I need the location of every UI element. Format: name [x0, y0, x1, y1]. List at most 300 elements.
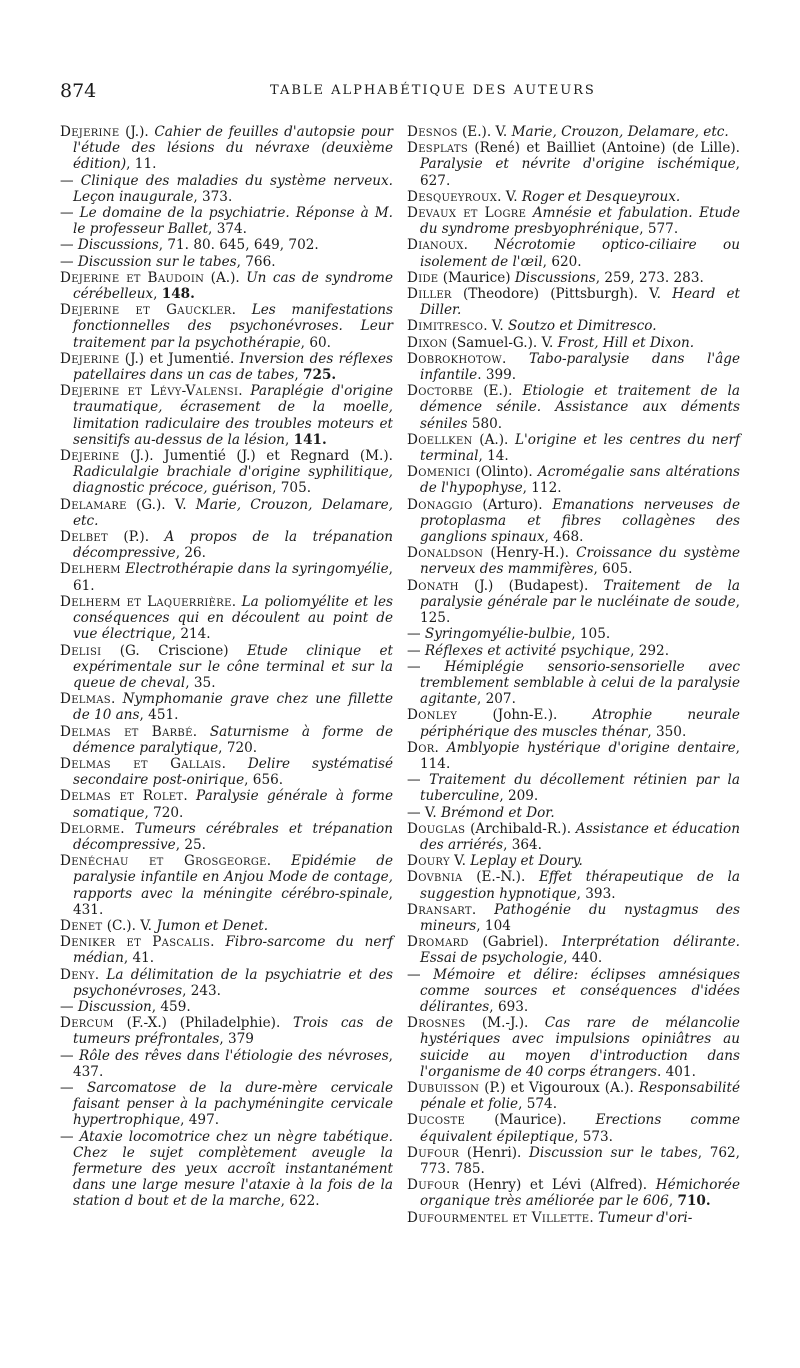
entry-title: Tabo-paralysie dans l'âge infantile — [420, 350, 740, 384]
entry-title: Responsabilité pénale et folie — [420, 1079, 740, 1113]
entry-author: Dide — [407, 269, 439, 286]
entry-author: Dufour — [407, 1144, 460, 1161]
entry-author: Doctorbe — [407, 383, 474, 400]
entry-page-ref: , 573. — [574, 1128, 613, 1145]
entry-title: Etude clinique et expérimentale sur le cône terminal et sur la queue de cheval — [73, 642, 394, 691]
entry-author: Delbet — [60, 529, 108, 546]
entry-detail: . V. — [497, 188, 522, 205]
entry-page-ref: , 35. — [185, 674, 216, 691]
index-columns — [60, 124, 740, 1226]
entry-title: La délimitation de la psychiatrie et des psychonévroses — [73, 966, 393, 999]
entry-page-ref: , 468. — [544, 529, 584, 546]
entry-page-ref: , 373. — [193, 188, 233, 205]
entry-author: Doellken — [407, 431, 473, 448]
entry-author: Desplats — [407, 140, 469, 157]
entry-title: Fibro-sarcome du nerf médian — [73, 934, 393, 967]
entry-author: Donley — [407, 707, 458, 724]
entry-author: Delisi — [60, 642, 102, 659]
index-entry — [60, 237, 393, 253]
index-entry — [407, 821, 740, 853]
index-entry — [407, 205, 740, 237]
entry-author: Delmas — [60, 691, 111, 708]
entry-title: Etiologie et traitement de la démence sénile. Assistance aux déments séniles — [420, 383, 740, 432]
page-header — [60, 80, 740, 104]
index-entry — [407, 1145, 740, 1177]
entry-detail: . — [183, 788, 197, 805]
index-entry — [407, 124, 740, 140]
index-entry — [60, 821, 393, 853]
entry-page-ref: , 14. — [478, 448, 509, 465]
entry-dash: — — [407, 642, 425, 659]
entry-dash: — — [60, 998, 78, 1015]
entry-detail: (P.) et Vigouroux (A.). — [479, 1079, 639, 1096]
entry-detail: . — [110, 691, 123, 708]
entry-title: Assistance et éducation des arriérés — [420, 820, 740, 853]
entry-page-ref: , 705. — [272, 480, 312, 497]
entry-detail: . — [221, 755, 248, 772]
entry-detail: (E.-N.). — [462, 869, 539, 886]
entry-author: Delherm et Laquerrière — [60, 593, 232, 610]
index-entry — [407, 237, 740, 269]
entry-page-ref: , 605. — [593, 561, 633, 578]
entry-page-ref: , 766. — [236, 253, 276, 270]
entry-title: Jumon et Denet. — [156, 917, 269, 934]
entry-detail: (Olinto). — [470, 464, 538, 481]
entry-page-ref: , 41. — [123, 950, 155, 967]
entry-page-ref: . 401. — [656, 1063, 696, 1080]
entry-author: Delmas et Rolet — [60, 788, 184, 805]
index-entry — [60, 1129, 393, 1210]
index-entry — [60, 1080, 393, 1129]
entry-detail: (Arturo). — [472, 496, 553, 513]
index-entry — [60, 918, 393, 934]
index-entry — [60, 173, 393, 205]
entry-title: Nymphomanie grave chez une fillette de 10 ans — [73, 691, 393, 724]
entry-page-ref: , 393. — [576, 885, 616, 902]
entry-author: Desqueyroux — [407, 188, 498, 205]
entry-title: Le domaine de la psychiatrie. Réponse à M. le professeur Ballet — [73, 205, 393, 238]
entry-title: Acromégalie sans altérations de l'hypophyse — [420, 464, 740, 497]
entry-detail: V. — [424, 804, 442, 821]
entry-detail: (A.). — [204, 269, 247, 286]
entry-page-ref: , 112. — [522, 480, 562, 497]
index-entry — [407, 140, 740, 189]
index-entry — [407, 659, 740, 708]
entry-page-ref: , 574. — [518, 1096, 558, 1113]
entry-page-ref: , — [668, 1193, 678, 1210]
entry-detail: . — [471, 901, 495, 918]
entry-detail: . — [502, 350, 529, 367]
index-entry — [60, 254, 393, 270]
index-entry — [60, 529, 393, 561]
entry-detail: (E.). V. — [457, 124, 512, 140]
entry-page-ref: , 25. — [175, 836, 206, 853]
entry-page-ref: , 214. — [171, 626, 211, 643]
entry-author: Diller — [407, 286, 452, 303]
entry-page-ref: , 105. — [571, 626, 611, 643]
entry-page-ref: . 399. — [477, 367, 517, 384]
index-entry — [60, 594, 393, 643]
entry-detail: . — [120, 820, 135, 837]
entry-author: Desnos — [407, 124, 458, 140]
entry-page-ref: , 243. — [182, 982, 221, 999]
page-number: 874 — [60, 80, 97, 102]
entry-detail: . — [192, 723, 210, 740]
index-entry — [60, 383, 393, 448]
entry-dash: — — [60, 1047, 80, 1064]
index-entry — [407, 335, 740, 351]
index-entry — [407, 967, 740, 1016]
entry-title: Traitement du décollement rétinien par la tuberculine — [420, 772, 740, 805]
entry-author: Dixon — [407, 334, 448, 351]
entry-detail: . — [434, 739, 447, 756]
entry-author: Dufour — [407, 1177, 460, 1194]
entry-title: Paralysie et névrite d'origine ischémique — [420, 156, 736, 173]
entry-author: Ducoste — [407, 1112, 466, 1129]
index-entry — [407, 1112, 740, 1144]
entry-author: Dejerine et Baudoin — [60, 269, 205, 286]
entry-author: Delmas et Gallais — [60, 755, 222, 772]
entry-page-ref: 580. — [467, 415, 503, 432]
entry-title: Frost, Hill et Dixon. — [557, 334, 695, 351]
entry-dash: — — [407, 626, 425, 643]
entry-detail — [526, 205, 533, 221]
index-entry — [407, 1177, 740, 1209]
entry-page-ref: , 125. — [420, 593, 740, 627]
entry-detail: (G.). V. — [126, 496, 196, 513]
index-entry — [407, 351, 740, 383]
entry-detail: (F.-X.) (Philadelphie). — [113, 1015, 293, 1032]
entry-page-ref: , 656. — [244, 772, 284, 789]
entry-author: Drosnes — [407, 1015, 466, 1032]
entry-author: Donath — [407, 577, 459, 594]
entry-title: Delire systématisé secondaire post-onirique — [73, 755, 393, 789]
entry-detail: (P.). — [107, 529, 165, 546]
entry-page-ref: , 114. — [420, 739, 740, 772]
entry-author: Douglas — [407, 820, 466, 837]
entry-detail: (J.). Jumentié (J.) et Regnard (M.). — [119, 448, 393, 465]
entry-title: Interprétation délirante. Essai de psychologie — [420, 934, 740, 967]
index-entry — [407, 497, 740, 546]
entry-title: Inversion des réflexes patellaires dans un cas de tabes — [73, 350, 393, 384]
entry-title: Erections comme équivalent épileptique — [420, 1112, 740, 1145]
entry-title: Saturnisme à forme de démence paralytique — [73, 723, 393, 756]
index-entry — [60, 1015, 393, 1047]
entry-dash: — — [60, 253, 78, 270]
entry-page-ref: , 437. — [73, 1047, 393, 1080]
entry-page-ref: , 207. — [476, 691, 516, 708]
index-entry — [407, 1015, 740, 1080]
entry-title: Discussions — [77, 237, 159, 254]
entry-author: Denéchau et Grosgeorge — [60, 853, 267, 870]
entry-title: Electrothérapie dans la syringomyélie — [125, 561, 389, 578]
entry-detail: (J.). — [119, 124, 155, 140]
entry-detail: . — [463, 237, 495, 254]
entry-detail: (Gabriel). — [468, 934, 562, 951]
entry-title: L'origine et les centres du nerf terminal — [420, 431, 740, 465]
index-entry — [407, 578, 740, 627]
index-entry — [60, 691, 393, 723]
index-entry — [407, 805, 740, 821]
entry-detail: . — [266, 853, 292, 870]
index-entry — [407, 853, 740, 869]
entry-page-ref: , 693. — [489, 998, 529, 1015]
entry-title: La poliomyélite et les conséquences qui en découlent au point de vue électrique — [73, 593, 393, 643]
entry-page-ref: , 60. — [300, 334, 331, 351]
entry-title: Paraplégie d'origine traumatique, écrasement de la moelle, limitation radiculaire des troubles moteurs et sensitifs au-dessus de la lésion — [73, 383, 393, 448]
entry-page-ref: , 259, 273. 283. — [595, 269, 704, 286]
entry-title: Mémoire et délire: éclipses amnésiques comme sources et conséquences d'idées délirantes — [420, 966, 741, 1015]
index-entry — [60, 302, 393, 351]
index-entry — [407, 318, 740, 334]
entry-author: Dianoux — [407, 237, 464, 254]
entry-dash: — — [60, 172, 81, 189]
entry-page-ref: , 374. — [208, 221, 247, 238]
entry-title: Leplay et Doury. — [470, 853, 583, 870]
entry-detail: . — [231, 593, 242, 610]
entry-title: Tumeur d'ori- — [597, 1209, 693, 1226]
entry-title: Trois cas de tumeurs préfrontales — [73, 1015, 393, 1048]
entry-detail: . — [238, 383, 251, 400]
entry-detail: (Theodore) (Pittsburgh). V. — [451, 286, 673, 303]
entry-title: Effet thérapeutique de la suggestion hypnotique — [420, 869, 740, 902]
entry-page-ref: , 379 — [219, 1031, 254, 1048]
entry-author: Dufourmentel et Villette — [407, 1209, 590, 1226]
entry-title: Hémiplégie sensorio-sensorielle avec tremblement semblable à celui de la paralysie agitante — [420, 658, 740, 708]
entry-page-ref: , 620. — [542, 253, 582, 270]
entry-detail: (John-E.). — [457, 707, 593, 724]
index-entry — [60, 1048, 393, 1080]
entry-dash: — — [60, 237, 78, 254]
entry-page-ref: , 497. — [180, 1112, 220, 1129]
entry-page-ref: , 720. — [144, 804, 184, 821]
entry-title: Syringomyélie-bulbie — [424, 626, 572, 643]
entry-author: Deniker et Pascalis — [60, 934, 211, 951]
entry-title: Croissance du système nerveux des mammifères — [420, 545, 741, 578]
left-column — [60, 124, 393, 1226]
entry-title: Hémichorée organique très améliorée par le 606 — [420, 1177, 740, 1210]
index-entry — [60, 124, 393, 173]
index-entry — [407, 464, 740, 496]
entry-page-ref: , — [284, 431, 294, 448]
entry-title: Sarcomatose de la dure-mère cervicale faisant penser à la pachyméningite cervicale hypertrophique — [73, 1079, 393, 1129]
entry-page-ref: , 350. — [647, 723, 687, 740]
entry-author: Deny — [60, 966, 95, 983]
entry-dash: — — [407, 658, 445, 675]
entry-author: Delamare — [60, 496, 127, 513]
index-entry — [407, 383, 740, 432]
entry-title: Discussion — [77, 998, 152, 1015]
entry-page-ref: , 577. — [639, 221, 679, 238]
entry-page-ref: , 622. — [280, 1193, 320, 1210]
entry-title: Radiculalgie brachiale d'origine syphilitique, diagnostic précoce, guérison — [73, 464, 393, 497]
entry-title: Cahier de feuilles d'autopsie pour l'étude des lésions du névraxe (deuxième édition) — [73, 124, 393, 173]
entry-page-ref-bold: 710. — [677, 1193, 711, 1210]
index-entry — [60, 270, 393, 302]
entry-title: Tumeurs cérébrales et trépanation décompressive — [73, 820, 393, 853]
entry-author: Dimitresco — [407, 318, 484, 335]
index-entry — [60, 724, 393, 756]
index-entry — [60, 497, 393, 529]
entry-title: Atrophie neurale périphérique des muscles thénar — [420, 707, 740, 740]
entry-page-ref: , 720. — [218, 739, 258, 756]
entry-page-ref: , 26. — [175, 545, 206, 562]
running-title: TABLE ALPHABÉTIQUE DES AUTEURS — [270, 83, 596, 98]
entry-title: Discussion sur le tabes — [529, 1144, 698, 1161]
entry-detail: (C.). V. — [102, 917, 157, 934]
entry-page-ref-bold: 725. — [303, 367, 337, 384]
entry-title: Traitement de la paralysie générale par le nucléinate de soude — [420, 577, 740, 610]
entry-title: Soutzo et Dimitresco. — [507, 318, 657, 335]
index-entry — [60, 561, 393, 593]
entry-page-ref-bold: 148. — [161, 286, 195, 303]
entry-title: Ataxie locomotrice chez un nègre tabétique. Chez le sujet complètement aveugle la fermeture des yeux accroît instantanément dans une large mesure l'ataxie à la fois de la station d bout et de la marche — [73, 1128, 393, 1210]
index-entry — [407, 270, 740, 286]
entry-author: Delorme — [60, 820, 121, 837]
entry-detail: . — [210, 934, 226, 951]
entry-page-ref: , 11. — [126, 156, 157, 173]
entry-author: Donaldson — [407, 545, 484, 562]
index-entry — [60, 643, 393, 692]
entry-detail: . — [589, 1209, 598, 1226]
entry-page-ref: , 61. — [73, 561, 393, 594]
index-entry — [407, 740, 740, 772]
entry-page-ref: , 459. — [151, 998, 191, 1015]
index-entry — [407, 902, 740, 934]
entry-detail: (Henry-H.). — [483, 545, 577, 562]
entry-detail: (A.). — [472, 431, 515, 448]
entry-detail: (Henri). — [459, 1144, 529, 1161]
entry-author: Dor — [407, 739, 435, 756]
entry-title: Marie, Crouzon, Delamare, etc. — [73, 496, 393, 529]
entry-title: Rôle des rêves dans l'étiologie des névroses — [79, 1047, 389, 1064]
entry-author: Donaggio — [407, 496, 473, 513]
entry-page-ref: , 762, 773. 785. — [420, 1144, 740, 1177]
entry-title: Marie, Crouzon, Delamare, etc. — [511, 124, 729, 140]
entry-detail: . — [231, 302, 252, 319]
entry-page-ref: , 364. — [503, 836, 542, 853]
entry-title: A propos de la trépanation décompressive — [73, 529, 393, 562]
entry-title: Discussions — [514, 269, 596, 286]
index-entry — [60, 756, 393, 788]
entry-author: Dransart — [407, 901, 472, 918]
index-entry — [407, 626, 740, 642]
entry-detail: V. — [449, 853, 471, 870]
entry-dash: — — [407, 966, 434, 983]
entry-title: Cas rare de mélancolie hystériques avec impulsions opiniâtres au suicide au moyen d'introduction dans l'organisme de 40 corps étrangers — [420, 1015, 740, 1080]
entry-author: Delmas et Barbé — [60, 723, 193, 740]
entry-page-ref: , — [153, 286, 162, 303]
entry-detail: . — [94, 966, 107, 983]
entry-author: Dejerine — [60, 124, 120, 140]
entry-author: Dromard — [407, 934, 469, 951]
entry-title: Nécrotomie optico-ciliaire ou isolement de l'œil — [420, 237, 740, 270]
entry-detail: (Samuel-G.). V. — [447, 334, 558, 351]
index-entry — [407, 707, 740, 739]
entry-detail: (E.). — [473, 383, 523, 400]
entry-title: Un cas de syndrome cérébelleux — [73, 269, 393, 303]
entry-detail: (Maurice) — [438, 269, 515, 286]
entry-author: Dubuisson — [407, 1079, 480, 1096]
entry-detail: (Archibald-R.). — [465, 820, 576, 837]
entry-title: Clinique des maladies du système nerveux. Leçon inaugurale — [73, 172, 394, 205]
index-entry — [60, 205, 393, 237]
index-entry — [60, 351, 393, 383]
entry-author: Dobrokhotow — [407, 350, 503, 367]
entry-author: Dovbnia — [407, 869, 463, 886]
entry-page-ref: , 431. — [73, 885, 393, 918]
entry-author: Dejerine et Gauckler — [60, 302, 232, 319]
entry-page-ref: , — [294, 367, 304, 384]
entry-dash: — — [60, 1128, 80, 1145]
index-entry — [407, 286, 740, 318]
entry-detail: (J.) (Budapest). — [458, 577, 604, 594]
entry-author: Doury — [407, 853, 450, 870]
entry-title: Brémond et Dor. — [441, 804, 555, 821]
index-entry — [407, 772, 740, 804]
entry-page-ref-bold: 141. — [293, 431, 327, 448]
index-entry — [407, 934, 740, 966]
index-entry — [407, 869, 740, 901]
entry-title: Amblyopie hystérique d'origine dentaire — [446, 739, 736, 756]
entry-dash: — — [407, 804, 425, 821]
entry-detail: (M.-J.). — [465, 1015, 545, 1032]
entry-dash: — — [60, 205, 80, 222]
entry-detail: . V. — [483, 318, 508, 335]
index-entry — [407, 1080, 740, 1112]
entry-title: Epidémie de paralysie infantile en Anjou Mode de contage, rapports avec la méningite cérébro-spinale — [73, 853, 393, 902]
entry-page-ref: , 627. — [420, 156, 740, 189]
entry-page-ref: , 104 — [476, 917, 511, 934]
entry-detail: (G. Criscione) — [101, 642, 247, 659]
entry-author: Delherm — [60, 561, 121, 578]
index-entry — [60, 788, 393, 820]
entry-title: Les manifestations fonctionnelles des psychonévroses. Leur traitement par la psychothérapie — [73, 302, 393, 351]
entry-page-ref: , 292. — [630, 642, 670, 659]
entry-dash: — — [407, 772, 430, 789]
entry-title: Amnésie et fabulation. Etude du syndrome presbyophrénique — [420, 205, 740, 238]
index-entry — [407, 545, 740, 577]
entry-author: Dejerine — [60, 350, 120, 367]
entry-dash: — — [60, 1079, 87, 1096]
entry-title: Paralysie générale à forme somatique — [73, 788, 393, 821]
index-entry — [407, 643, 740, 659]
entry-author: Dejerine — [60, 448, 120, 465]
index-entry — [60, 853, 393, 918]
entry-detail: (J.) et Jumentié. — [119, 350, 240, 367]
entry-title: Discussion sur le tabes — [77, 253, 237, 270]
entry-author: Domenici — [407, 464, 471, 481]
index-entry — [60, 967, 393, 999]
entry-page-ref: , 209. — [499, 788, 539, 805]
index-entry — [407, 1210, 740, 1226]
entry-title: Réflexes et activité psychique — [424, 642, 631, 659]
index-entry — [407, 432, 740, 464]
entry-detail: (Henry) et Lévi (Alfred). — [459, 1177, 656, 1194]
entry-page-ref: , 451. — [139, 707, 179, 724]
index-entry — [60, 934, 393, 966]
index-entry — [407, 189, 740, 205]
index-entry — [60, 999, 393, 1015]
index-entry — [60, 448, 393, 497]
entry-title: Heard et Diller. — [420, 286, 740, 319]
entry-detail: (Maurice). — [465, 1112, 596, 1129]
entry-title: Emanations nerveuses de protoplasma et fibres collagènes des ganglions spinaux — [420, 496, 740, 546]
entry-author: Dercum — [60, 1015, 114, 1032]
entry-author: Dejerine et Lévy-Valensi — [60, 383, 239, 400]
right-column — [407, 124, 740, 1226]
entry-author: Denet — [60, 917, 103, 934]
